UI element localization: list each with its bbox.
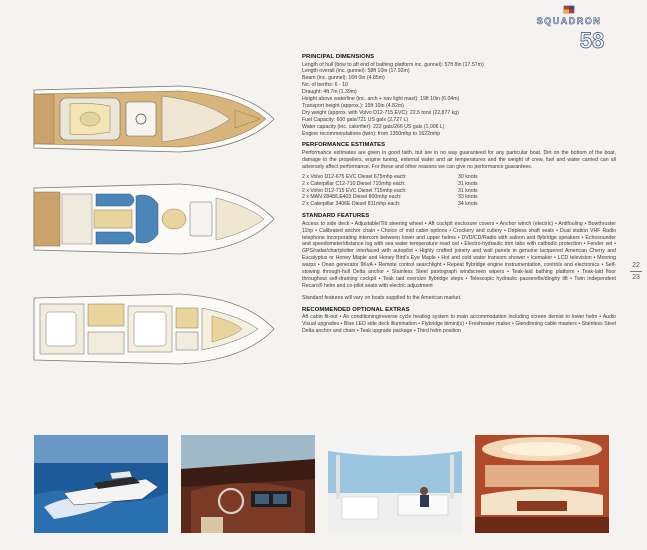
logo-model-number: 58 <box>579 28 605 52</box>
speed-value: 33 knots <box>458 194 478 201</box>
main-deck-plan-drawing <box>30 180 278 258</box>
dimension-line: Height above waterline (inc. arch + nav light mast): 19ft 10in (6.04m) <box>302 96 460 103</box>
dimension-line: Engine recommendations (twin): from 1350mhp to 1622mhp <box>302 130 441 137</box>
optional-extras-section <box>302 307 616 335</box>
flybridge-plan-drawing <box>30 80 278 158</box>
lower-deck-plan-drawing <box>30 290 278 368</box>
standard-features-list: Access to side deck • Adjustable/Tilt steering wheel • Aft cockpit enclosure covers • Anchor winch (electric) • Antifouling • Bowthruster 11hp • Calibrated anchor chain • Choice of mid cabin options • Crockery and cutlery • Dripless shaft seals • Dual station VHF Radio telephone incorporating intercom between lower and upper helms • DVD/CD/Radio with saloon and flybridge speakers • Echosounder and speedometer/distance log with sea water temperature read out • Electro-hydraulic trim tabs with cathodic protection • Fender set • GPS/radar/chartplotter interfaced with autopilot • Highly crafted joinery and wall panels in genuine lacquered American Cherry and Eucalyptus or Honey Maple and Honey Bird's Eye Maple • Hot and cold water transom shower • Icemaker • LCD television • Mooring warps • Onan generator 9KvA • Remote control searchlight • Repeat flybridge engine instrumentation, controls and electronics • Self-stowing through-hull Delta anchor • Stainless Steel pantograph windscreen wipers • Teak-laid bathing platform • Teak-laid floor throughout self-draining cockpit • Teak laid oversize flybridge steps • Telescopic hydraulic passerelle/dinghy lift • Twin independent Recaro® helm and co-pilot seats with electric adjustment <box>302 220 616 289</box>
performance-table <box>302 174 616 209</box>
engine-option: 2 x Volvo D12-715 EVC Diesel 715mhp each: <box>302 187 407 194</box>
dimension-line: Beam (inc. gunnel): 16ft 0in (4.85m) <box>302 75 385 82</box>
specifications-column <box>302 54 616 335</box>
saloon-interior-photo <box>475 435 609 533</box>
performance-disclaimer: Performance estimates are given in good faith, but are in no way guaranteed for any particular boat. Dirt on the bottom of the boat, damage to the propellers, engine tuning, external water and air temperatures and the weight of crew, fuel and water carried can all adversely affect performance. For these and other reasons we can give no performance guarantees. <box>302 149 616 170</box>
optional-extras-list: Aft cabin fit-out • Air conditioning/reverse cycle heating system to main accommodation including screen demist to lower helm • Audio Visual upgrades • Blue LED side deck illumination • Flybridge bimini(s) • Freshwater maker • Glendinning cable masters • Stainless Steel Delta anchor and chain • Teak upgrade package • Third helm position <box>302 314 616 334</box>
performance-heading: PERFORMANCE ESTIMATES <box>302 142 386 149</box>
speed-value: 31 knots <box>458 187 478 194</box>
dimension-line: Dry weight (approx. with Volvo D12-715 EVC): 22.5 tons (22,877 kg) <box>302 109 459 116</box>
helm-station-photo <box>181 435 315 533</box>
dimension-line: No. of berths: 6 - 10 <box>302 82 348 89</box>
dimension-line: Fuel Capacity: 600 gals/721 US gals (2,727 L) <box>302 116 409 123</box>
page-number-right: 23 <box>632 274 640 281</box>
engine-option: 2 x Caterpillar C12-710 Diesel 710mhp each: <box>302 180 406 187</box>
engine-option: 2 x Caterpillar 3406E Diesel 811mhp each: <box>302 201 401 208</box>
page-number-left: 22 <box>632 262 640 269</box>
engine-option: 2 x Volvo D12-675 EVC Diesel 675mhp each: <box>302 173 407 180</box>
principal-dimensions-section <box>302 54 616 137</box>
speed-value: 30 knots <box>458 173 478 180</box>
dimension-line: Length overall (inc. gunnel): 58ft 10in (17.92m) <box>302 68 410 75</box>
engine-option: 2 x MAN 2848/LE403 Diesel 800mhp each: <box>302 194 402 201</box>
dimension-line: Water capacity (inc. calorifier): 222 gals/266 US gals (1,006 L) <box>302 123 445 130</box>
page-numbers <box>630 262 642 281</box>
dimension-line: Length of hull (bow to aft end of bathing platform inc. gunnel): 57ft 8in (17.57m) <box>302 61 484 68</box>
principal-dimensions-heading: PRINCIPAL DIMENSIONS <box>302 54 375 60</box>
standard-features-heading: STANDARD FEATURES <box>302 213 370 220</box>
dimension-line: Draught: 4ft 7in (1.39m) <box>302 89 357 96</box>
standard-features-section <box>302 213 616 301</box>
speed-value: 31 knots <box>458 180 478 187</box>
optional-extras-heading: RECOMMENDED OPTIONAL EXTRAS <box>302 306 410 313</box>
dimension-line: Transport height (approx.): 15ft 10in (4.82m) <box>302 102 404 109</box>
logo-wordmark: SQUADRON <box>536 16 602 26</box>
standard-features-note: Standard features will vary on boats supplied to the American market. <box>302 294 462 301</box>
performance-section <box>302 142 616 208</box>
squadron-58-logo <box>520 4 618 52</box>
speed-value: 34 knots <box>458 201 478 208</box>
flybridge-photo <box>328 435 462 533</box>
yacht-at-sea-photo <box>34 435 168 533</box>
